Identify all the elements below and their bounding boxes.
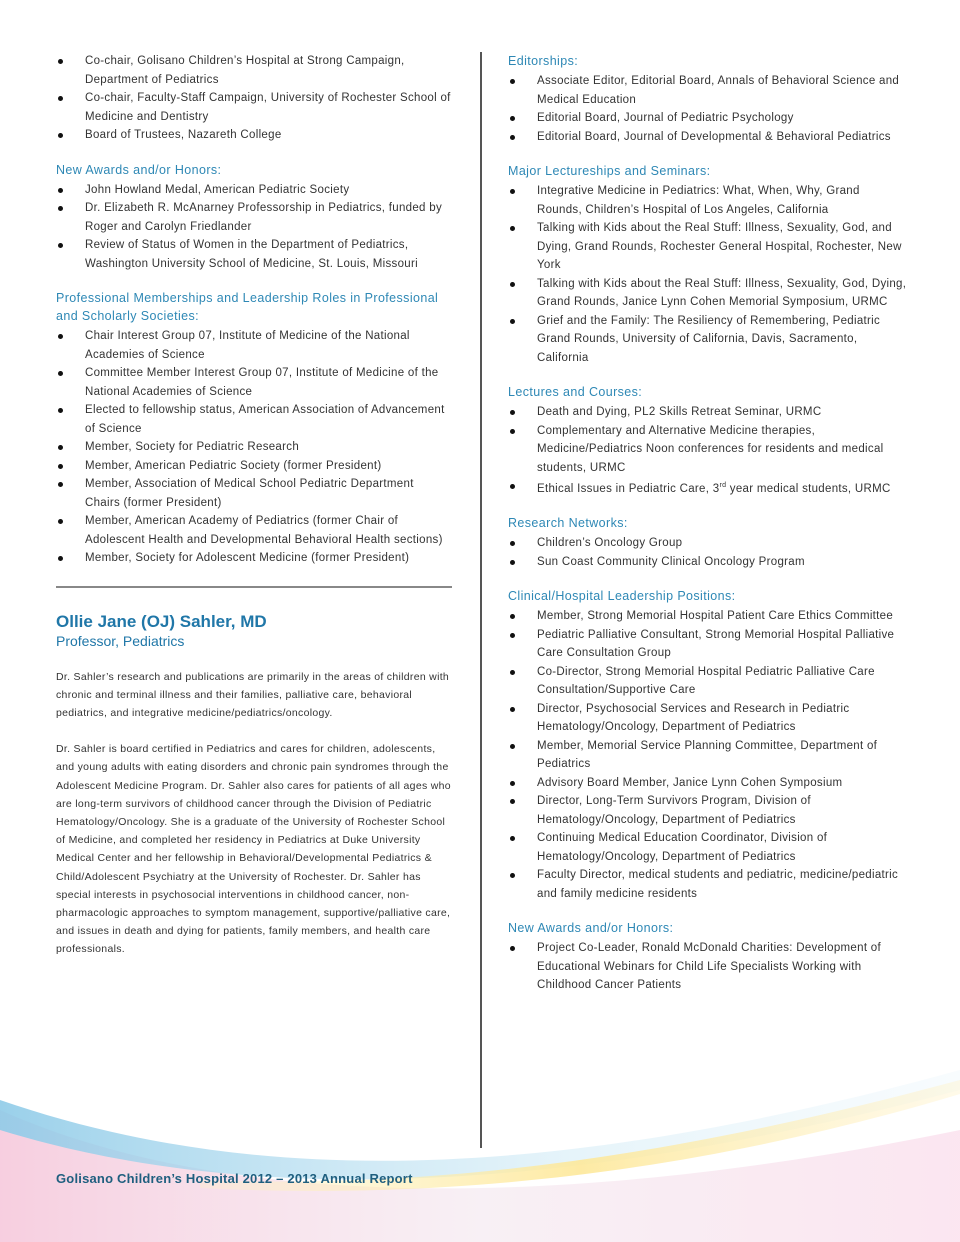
section-title-memberships: Professional Memberships and Leadership Roles in Professional and Scholarly Societies: (56, 291, 439, 323)
list-item: Continuing Medical Education Coordinator, Division of Hematology/Oncology, Department of Pediatrics (508, 829, 908, 866)
list-item: Director, Long-Term Survivors Program, Division of Hematology/Oncology, Department of Pediatrics (508, 792, 908, 829)
list-item: Integrative Medicine in Pediatrics: What, When, Why, Grand Rounds, Children’s Hospital of Los Angeles, California (508, 182, 908, 219)
list-item: Committee Member Interest Group 07, Institute of Medicine of the National Academies of Science (56, 364, 452, 401)
section-title-editorships: Editorships: (508, 54, 579, 68)
ethical-text-pre: Ethical Issues in Pediatric Care, 3 (537, 482, 720, 495)
list-item: Member, Society for Pediatric Research (56, 438, 452, 457)
list-item: Complementary and Alternative Medicine therapies, Medicine/Pediatrics Noon conferences for residents and medical students, URMC (508, 422, 908, 478)
list-item: Elected to fellowship status, American Association of Advancement of Science (56, 401, 452, 438)
list-item: Editorial Board, Journal of Pediatric Psychology (508, 109, 908, 128)
list-item: Faculty Director, medical students and pediatric, medicine/pediatric and family medicine residents (508, 866, 908, 903)
section-title-awards: New Awards and/or Honors: (56, 162, 222, 177)
right-column (508, 52, 908, 1011)
lectureships-list (508, 182, 908, 367)
bio-paragraph-1: Dr. Sahler’s research and publications are primarily in the areas of children with chronic and terminal illness and their families, palliative care, behavioral pediatrics, and integrative medicine/pediatrics/oncology. (56, 670, 450, 719)
list-item: Member, Association of Medical School Pediatric Department Chairs (former President) (56, 475, 452, 512)
list-item (508, 477, 908, 498)
column-divider (480, 52, 482, 1148)
footer-report-title: Golisano Children’s Hospital 2012 – 2013 Annual Report (56, 1171, 413, 1186)
list-item: Advisory Board Member, Janice Lynn Cohen Symposium (508, 774, 908, 793)
list-item: Project Co-Leader, Ronald McDonald Charities: Development of Educational Webinars for Child Life Specialists Working with Childhood Cancer Patients (508, 939, 908, 995)
list-item: Co-chair, Faculty-Staff Campaign, University of Rochester School of Medicine and Dentistry (56, 89, 452, 126)
left-column (56, 52, 452, 977)
ethical-text-sup: rd (719, 482, 727, 489)
list-item: Dr. Elizabeth R. McAnarney Professorship in Pediatrics, funded by Roger and Carolyn Friedlander (56, 199, 452, 236)
list-item: Editorial Board, Journal of Developmental & Behavioral Pediatrics (508, 128, 908, 147)
list-item: Co-chair, Golisano Children’s Hospital at Strong Campaign, Department of Pediatrics (56, 52, 452, 89)
list-item: Sun Coast Community Clinical Oncology Program (508, 553, 908, 572)
ethical-text-post: year medical students, URMC (726, 482, 891, 495)
list-item: Talking with Kids about the Real Stuff: Illness, Sexuality, God, Dying, Grand Rounds, Janice Lynn Cohen Memorial Symposium, URMC (508, 275, 908, 312)
list-item: Associate Editor, Editorial Board, Annals of Behavioral Science and Medical Education (508, 72, 908, 109)
awards-list (56, 181, 452, 274)
section-divider (56, 586, 452, 588)
list-item: Board of Trustees, Nazareth College (56, 126, 452, 145)
section-title-lectures: Lectures and Courses: (508, 385, 643, 399)
list-item: Member, Strong Memorial Hospital Patient Care Ethics Committee (508, 607, 908, 626)
list-item: Member, Society for Adolescent Medicine (former President) (56, 549, 452, 568)
list-item: Children’s Oncology Group (508, 534, 908, 553)
clinical-list (508, 607, 908, 903)
list-item: Pediatric Palliative Consultant, Strong Memorial Hospital Palliative Care Consultation Group (508, 626, 908, 663)
list-item: Death and Dying, PL2 Skills Retreat Seminar, URMC (508, 403, 908, 422)
lectures-list (508, 403, 908, 498)
section-title-clinical: Clinical/Hospital Leadership Positions: (508, 589, 736, 604)
list-item: Review of Status of Women in the Department of Pediatrics, Washington University School of Medicine, St. Louis, Missouri (56, 236, 452, 273)
bio-paragraph-2: Dr. Sahler is board certified in Pediatrics and cares for children, adolescents, and young adults with eating disorders and chronic pain syndromes through the Adolescent Medicine Program. Dr. Sahler also cares for patients of all ages who are long-term survivors of childhood cancer through the Division of Pediatric Hematology/Oncology. She is a graduate of the University of Rochester School of Medicine, and completed her residency in Pediatrics at Duke University Medical Center and her fellowship in Behavioral/Developmental Pediatrics & Child/Adolescent Psychiatry at the University of Rochester. Dr. Sahler has special interests in psychosocial interventions in childhood cancer, non-pharmacologic approaches to symptom management, supportive/palliative care, and issues in death and dying for patients, family members, and health care professionals. (56, 743, 451, 956)
list-item: John Howland Medal, American Pediatric Society (56, 181, 452, 200)
section-title-lectureships: Major Lectureships and Seminars: (508, 164, 711, 178)
intro-list (56, 52, 452, 145)
list-item: Director, Psychosocial Services and Research in Pediatric Hematology/Oncology, Department of Pediatrics (508, 700, 908, 737)
research-list (508, 534, 908, 571)
list-item: Chair Interest Group 07, Institute of Medicine of the National Academies of Science (56, 327, 452, 364)
section-title-research: Research Networks: (508, 516, 628, 531)
person-name: Ollie Jane (OJ) Sahler, MD (56, 611, 267, 631)
awards2-list (508, 939, 908, 995)
list-item: Member, American Pediatric Society (former President) (56, 457, 452, 476)
list-item: Member, American Academy of Pediatrics (former Chair of Adolescent Health and Developmental Behavioral Health sections) (56, 512, 452, 549)
list-item: Member, Memorial Service Planning Committee, Department of Pediatrics (508, 737, 908, 774)
section-title-awards-2: New Awards and/or Honors: (508, 921, 674, 936)
list-item: Grief and the Family: The Resiliency of Remembering, Pediatric Grand Rounds, University of California, Davis, Sacramento, California (508, 312, 908, 368)
person-title: Professor, Pediatrics (56, 632, 185, 649)
editorships-list (508, 72, 908, 146)
list-item: Co-Director, Strong Memorial Hospital Pediatric Palliative Care Consultation/Supportive Care (508, 663, 908, 700)
memberships-list (56, 327, 452, 568)
list-item: Talking with Kids about the Real Stuff: Illness, Sexuality, God, and Dying, Grand Rounds, Rochester General Hospital, Rochester, New York (508, 219, 908, 275)
